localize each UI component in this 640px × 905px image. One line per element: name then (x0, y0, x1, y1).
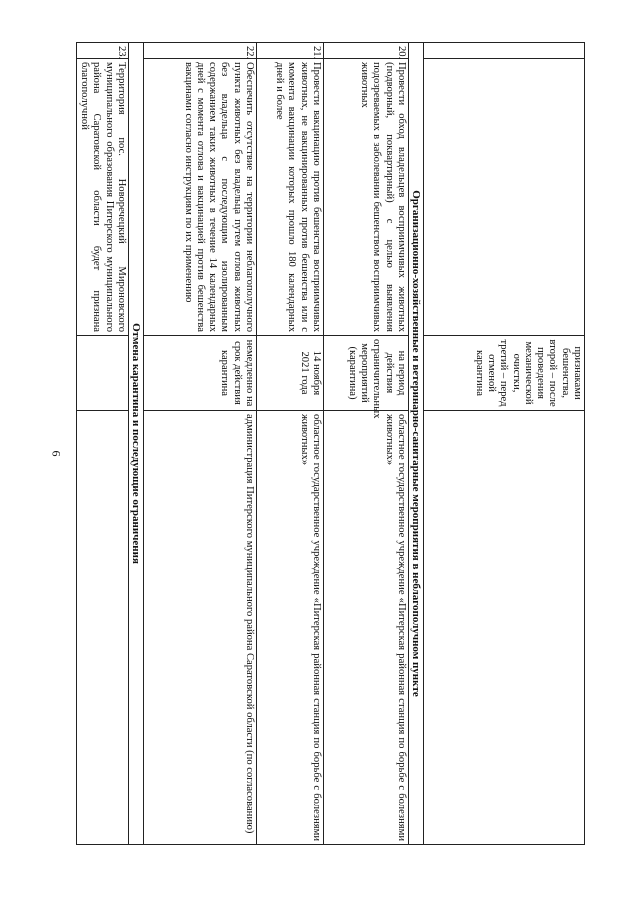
deadline-cell: немедленно на срок действия карантина (144, 336, 257, 411)
measure-cell (424, 59, 585, 336)
section-title: Организационно-хозяйственные и ветеринарно-санитарные мероприятия в неблагополучном пункте (409, 43, 424, 845)
row-number: 20. (324, 43, 409, 59)
table-row (257, 43, 324, 845)
table-row (324, 43, 409, 845)
measure-cell: Провести обход владельцев восприимчивых животных (подворный, поквартирный) с целью выявления подозреваемых в заболевании бешенством восприимчивых животных (324, 59, 409, 336)
measure-cell: Обеспечить отсутствие на территории неблагополучного пункта животных без владельца путем отлова животных без владельца с последующим изолированным содержанием таких животных в течение 14 календарных дней с момента отлова и вакцинацией против бешенства вакцинами согласно инструкциям по их применению (144, 59, 257, 336)
table-row (144, 43, 257, 845)
row-number (424, 43, 585, 59)
table-row (424, 43, 585, 845)
section-header (129, 43, 144, 845)
row-number: 21. (257, 43, 324, 59)
deadline-cell (76, 336, 128, 411)
row-number: 23. (76, 43, 128, 59)
responsible-cell: администрация Питерского муниципального района Саратовской области (по согласованию) (144, 411, 257, 845)
measures-table (76, 42, 585, 845)
section-title: Отмена карантина и последующие ограничения (129, 43, 144, 845)
responsible-cell (424, 411, 585, 845)
deadline-cell: на период действия ограничительных мероприятий (карантина) (324, 336, 409, 411)
measure-cell: Провести вакцинацию против бешенства восприимчивых животных, не вакцинированных против бешенства или с момента вакцинации которых прошло 180 календарных дней и более (257, 59, 324, 336)
measure-cell: Территория пос. Новоречецкий Мироновского муниципального образования Питерского муниципального района Саратовской области будет признана благополучной (76, 59, 128, 336)
page-number: 6 (49, 450, 64, 457)
deadline-cell: 14 ноября 2021 года (257, 336, 324, 411)
responsible-cell (76, 411, 128, 845)
table-row (76, 43, 128, 845)
responsible-cell: областное государственное учреждение «Питерская районная станция по борьбе с болезнями животных» (257, 411, 324, 845)
deadline-cell: признаками бешенства, второй – после проведения механической очистки, третий – перед отменой карантина (424, 336, 585, 411)
responsible-cell: областное государственное учреждение «Питерская районная станция по борьбе с болезнями животных» (324, 411, 409, 845)
rotated-table-wrapper (79, 42, 585, 844)
section-header (409, 43, 424, 845)
row-number: 22. (144, 43, 257, 59)
